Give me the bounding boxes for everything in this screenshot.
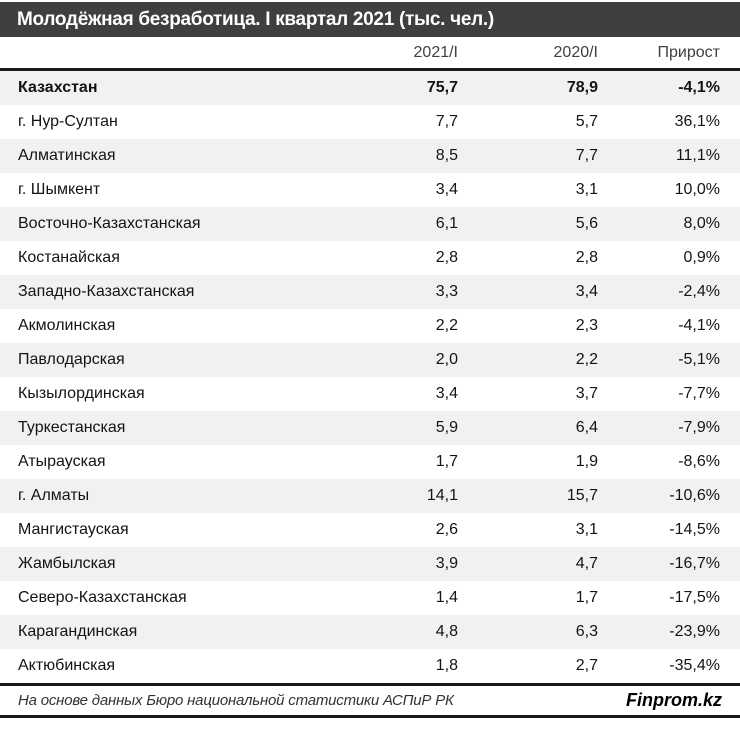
value-2020-cell: 3,1: [575, 181, 598, 198]
growth-cell: -17,5%: [669, 589, 720, 606]
value-2020-cell: 3,7: [575, 385, 598, 402]
value-2020-cell: 2,7: [575, 657, 598, 674]
value-2021-cell: 1,7: [435, 453, 458, 470]
growth-cell: 8,0%: [683, 215, 720, 232]
growth-cell: 36,1%: [674, 113, 720, 130]
region-cell: Северо-Казахстанская: [18, 589, 187, 606]
table-row: [0, 173, 740, 207]
table-row: [0, 615, 740, 649]
value-2020-cell: 15,7: [566, 487, 598, 504]
value-2021-cell: 6,1: [435, 215, 458, 232]
value-2021-cell: 4,8: [435, 623, 458, 640]
growth-cell: -7,7%: [678, 385, 720, 402]
value-2021-cell: 5,9: [435, 419, 458, 436]
value-2020-cell: 7,7: [575, 147, 598, 164]
table-row: [0, 581, 740, 615]
table-row: [0, 139, 740, 173]
value-2021-cell: 3,4: [435, 385, 458, 402]
value-2021-cell: 3,3: [435, 283, 458, 300]
column-header-row: [0, 37, 740, 71]
region-cell: Актюбинская: [18, 657, 116, 674]
table-title-text: Молодёжная безработица. I квартал 2021 (тыс. чел.): [17, 9, 494, 30]
value-2020-cell: 4,7: [575, 555, 598, 572]
growth-cell: 11,1%: [675, 147, 720, 164]
region-cell: Акмолинская: [18, 317, 116, 334]
value-2020-cell: 78,9: [566, 79, 598, 96]
growth-cell: -16,7%: [669, 555, 720, 572]
value-2020-cell: 2,8: [575, 249, 598, 266]
region-cell: Восточно-Казахстанская: [18, 215, 201, 232]
footer: [0, 683, 740, 718]
table-row: [0, 649, 740, 683]
value-2021-cell: 3,9: [435, 555, 458, 572]
region-cell: г. Нур-Султан: [18, 113, 118, 130]
table-row: [0, 513, 740, 547]
table-row: [0, 71, 740, 105]
region-cell: Костанайская: [18, 249, 120, 266]
table-row: [0, 343, 740, 377]
table-body: [0, 71, 740, 683]
table-row: [0, 377, 740, 411]
column-header-growth: Прирост: [657, 43, 720, 61]
region-cell: Мангистауская: [18, 521, 129, 538]
value-2020-cell: 1,7: [575, 589, 598, 606]
table-row: [0, 547, 740, 581]
value-2020-cell: 6,3: [575, 623, 598, 640]
region-cell: г. Шымкент: [18, 181, 101, 198]
growth-cell: -4,1%: [678, 317, 720, 334]
value-2020-cell: 2,3: [575, 317, 598, 334]
table-row: [0, 309, 740, 343]
growth-cell: -4,1%: [678, 79, 720, 96]
value-2021-cell: 7,7: [435, 113, 458, 130]
region-cell: Павлодарская: [18, 351, 125, 368]
table-row: [0, 241, 740, 275]
value-2021-cell: 2,0: [435, 351, 458, 368]
region-cell: Западно-Казахстанская: [18, 283, 195, 300]
value-2021-cell: 3,4: [435, 181, 458, 198]
growth-cell: -5,1%: [678, 351, 720, 368]
region-cell: Карагандинская: [18, 623, 138, 640]
table-row: [0, 411, 740, 445]
table-title: [0, 2, 740, 37]
value-2020-cell: 3,4: [575, 283, 598, 300]
region-cell: Атырауская: [18, 453, 106, 470]
growth-cell: -14,5%: [669, 521, 720, 538]
brand-logo: Finprom.kz: [625, 690, 722, 710]
table-row: [0, 479, 740, 513]
value-2021-cell: 1,8: [435, 657, 458, 674]
growth-cell: -23,9%: [669, 623, 720, 640]
growth-cell: -8,6%: [678, 453, 720, 470]
value-2020-cell: 3,1: [575, 521, 598, 538]
growth-cell: -2,4%: [678, 283, 720, 300]
value-2021-cell: 2,2: [435, 317, 458, 334]
value-2020-cell: 5,7: [575, 113, 598, 130]
value-2021-cell: 75,7: [426, 79, 458, 96]
region-cell: Алматинская: [18, 147, 116, 164]
region-cell: Туркестанская: [18, 419, 126, 436]
value-2021-cell: 8,5: [435, 147, 458, 164]
table-row: [0, 207, 740, 241]
region-cell: г. Алматы: [18, 487, 90, 504]
growth-cell: -7,9%: [678, 419, 720, 436]
value-2021-cell: 14,1: [426, 487, 458, 504]
growth-cell: -10,6%: [669, 487, 720, 504]
value-2020-cell: 6,4: [575, 419, 598, 436]
value-2020-cell: 5,6: [575, 215, 598, 232]
growth-cell: -35,4%: [669, 657, 720, 674]
table-row: [0, 105, 740, 139]
table-row: [0, 275, 740, 309]
value-2020-cell: 2,2: [575, 351, 598, 368]
value-2021-cell: 1,4: [435, 589, 458, 606]
table-row: [0, 445, 740, 479]
column-header-2020: 2020/I: [553, 43, 598, 61]
growth-cell: 0,9%: [683, 249, 720, 266]
region-cell: Казахстан: [18, 79, 98, 96]
value-2020-cell: 1,9: [575, 453, 598, 470]
source-note: На основе данных Бюро национальной статистики АСПиР РК: [18, 692, 454, 709]
region-cell: Жамбылская: [18, 555, 116, 572]
column-header-2021: 2021/I: [413, 43, 458, 61]
region-cell: Кызылординская: [18, 385, 145, 402]
growth-cell: 10,0%: [674, 181, 720, 198]
value-2021-cell: 2,6: [435, 521, 458, 538]
value-2021-cell: 2,8: [435, 249, 458, 266]
